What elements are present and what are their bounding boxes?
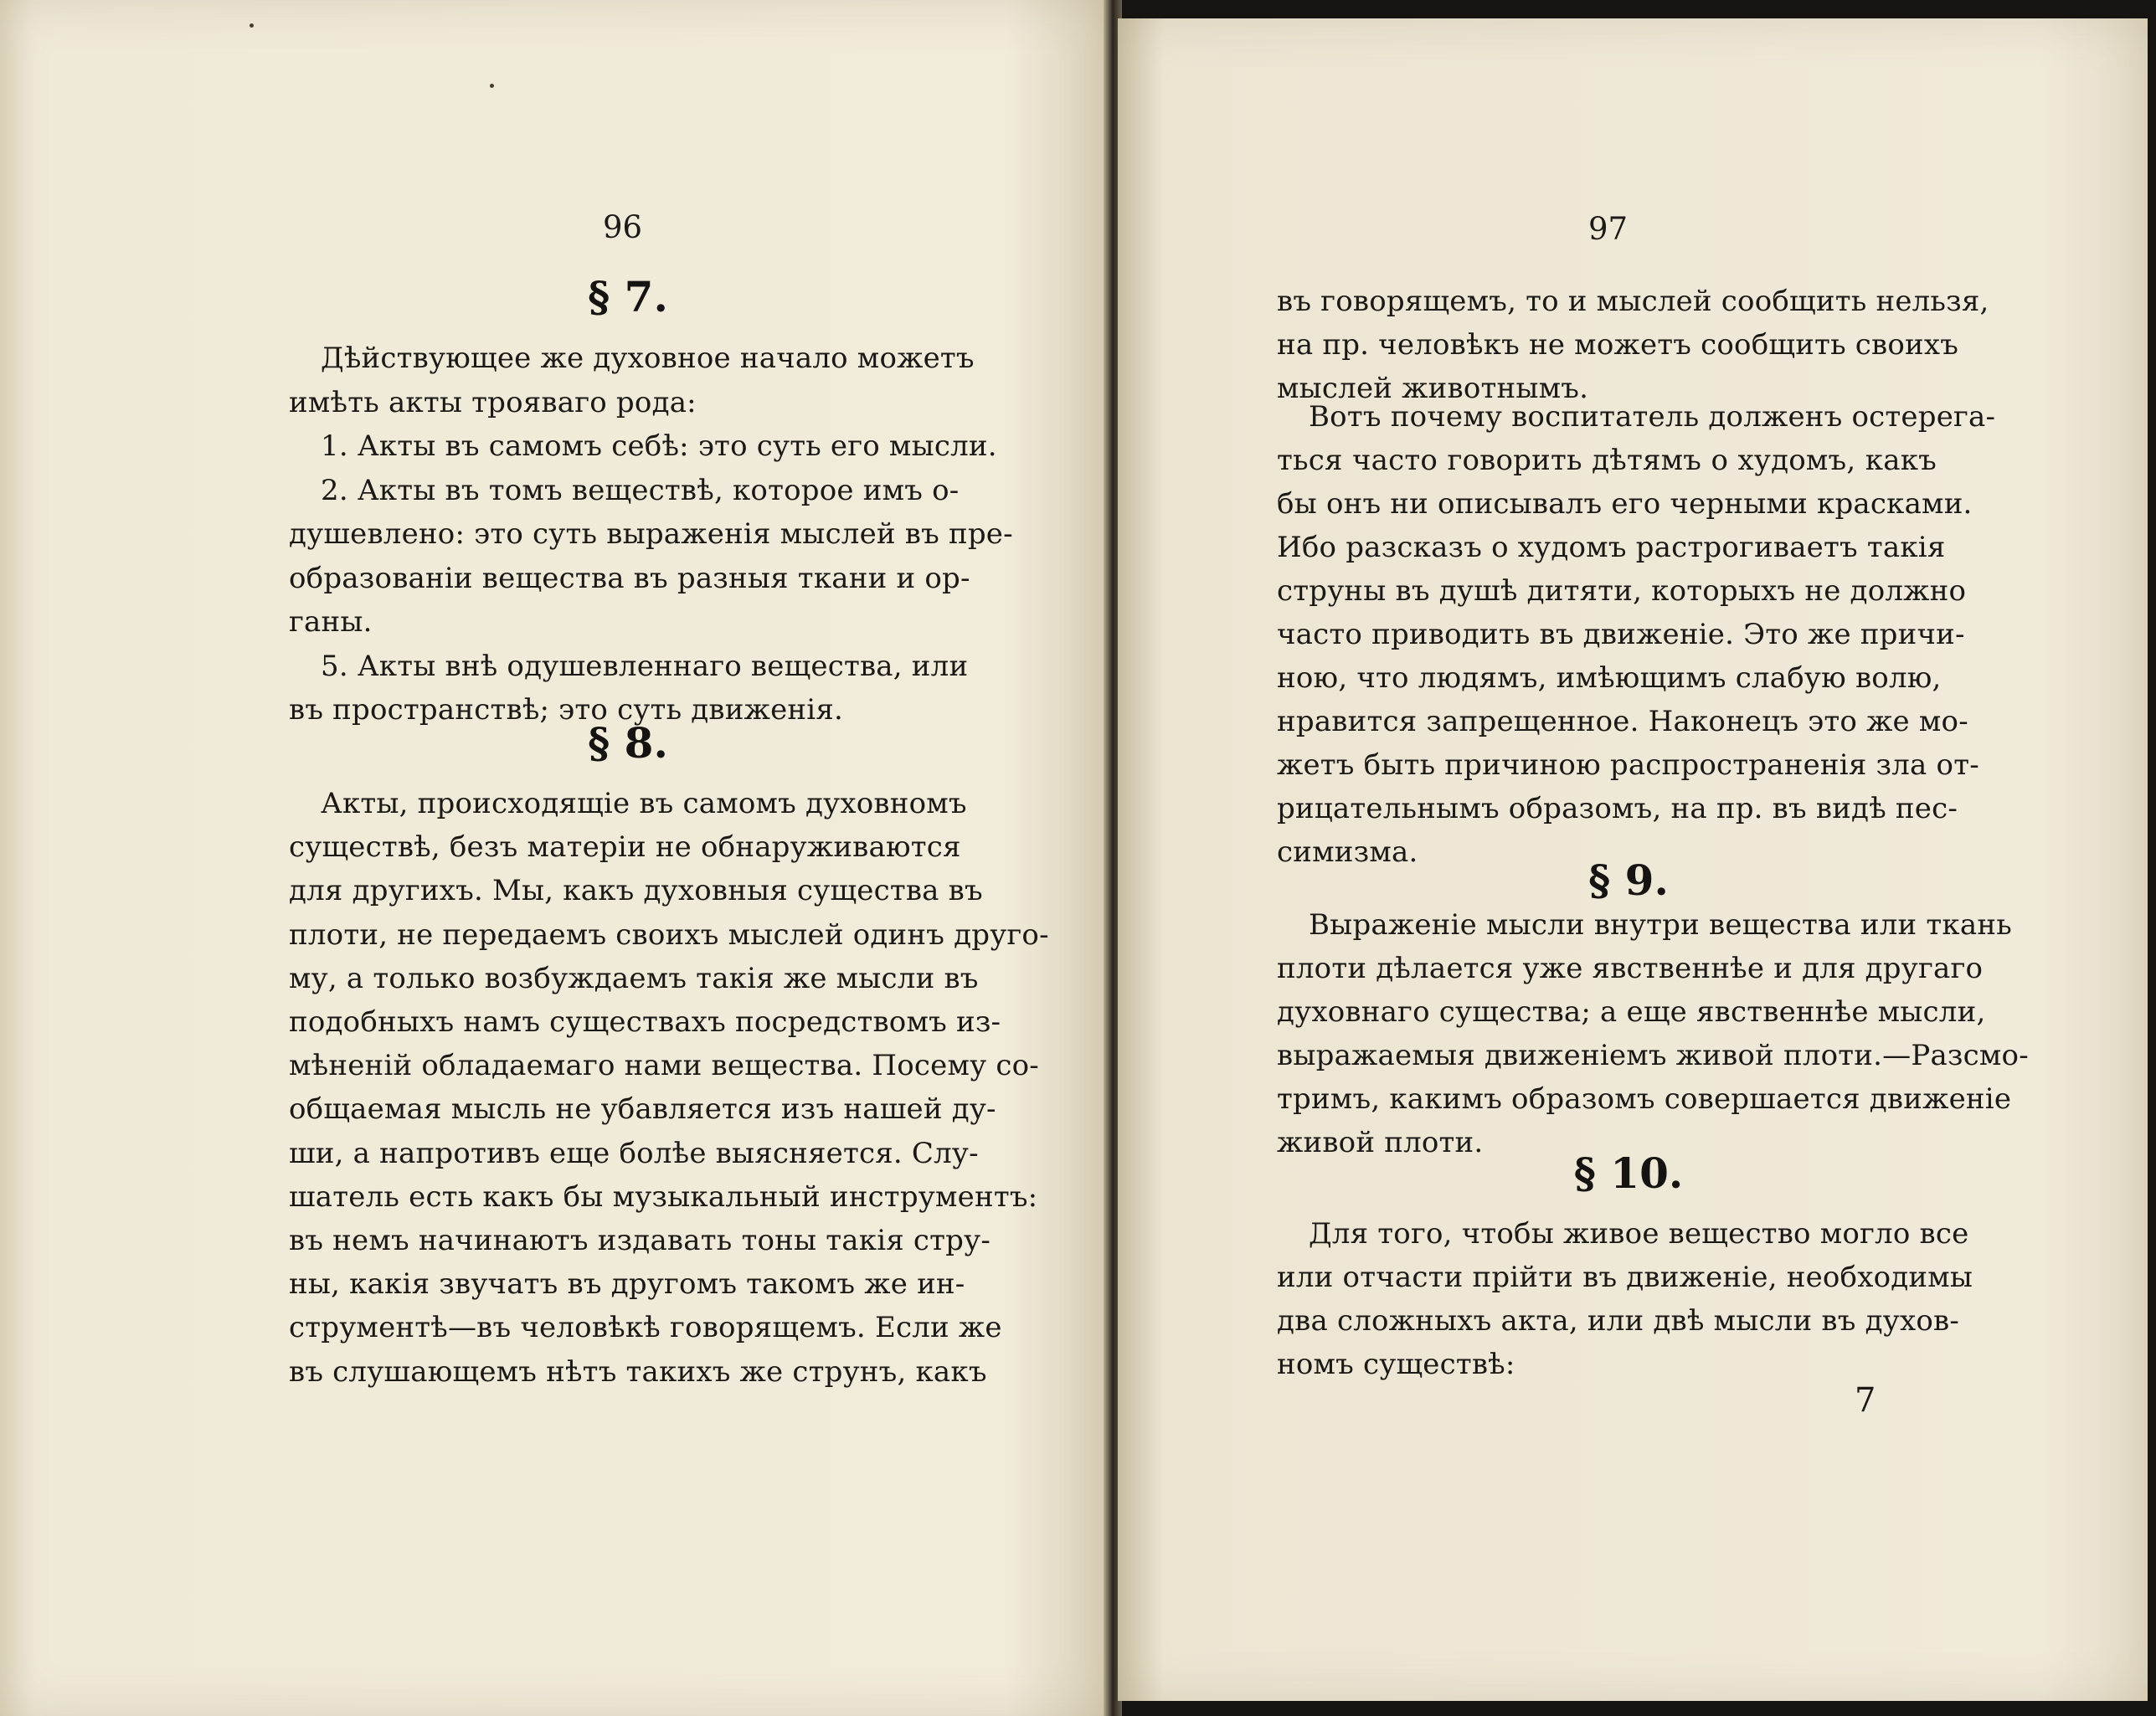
text-line: существѣ, безъ матеріи не обнаруживаются [289,830,961,865]
text-line: шатель есть какъ бы музыкальный инструментъ: [289,1179,1038,1214]
section-heading-10: § 10. [1573,1148,1684,1198]
signature-mark: 7 [1855,1381,1876,1420]
text-line: ться часто говорить дѣтямъ о худомъ, какъ [1277,444,1937,477]
text-line: Выраженіе мысли внутри вещества или ткань [1309,908,2012,942]
text-line: плоти дѣлается уже явственнѣе и для другаго [1277,952,1984,985]
paper-speck [490,84,494,88]
text-line: струментѣ—въ человѣкѣ говорящемъ. Если же [289,1311,1002,1345]
text-line: общаемая мысль не убавляется изъ нашей ду- [289,1092,996,1127]
text-line: рицательнымъ образомъ, на пр. въ видѣ пес- [1277,792,1958,825]
text-line: бы онъ ни описывалъ его черными красками. [1277,487,1973,521]
text-line: ною, что людямъ, имѣющимъ слабую волю, [1277,661,1942,695]
page-number: 97 [1588,211,1629,247]
text-line: Акты, происходящіе въ самомъ духовномъ [321,787,967,820]
text-line: нравится запрещенное. Наконецъ это же мо- [1277,705,1968,738]
text-line: въ немъ начинаютъ издавать тоны такія стру- [289,1224,991,1257]
text-line: 2. Акты въ томъ веществѣ, которое имъ о- [321,473,960,507]
text-line: Вотъ почему воспитатель долженъ остерега- [1309,400,1996,434]
text-line: ганы. [289,605,373,639]
text-line: ши, а напротивъ еще болѣе выясняется. Слу- [289,1136,979,1170]
text-line: выражаемыя движеніемъ живой плоти.—Разсмо- [1277,1039,2029,1072]
text-line: тримъ, какимъ образомъ совершается движеніе [1277,1082,2012,1116]
text-line: мыслей животнымъ. [1277,372,1589,405]
text-line: подобныхъ намъ существахъ посредствомъ из- [289,1005,1001,1039]
section-heading-7: § 7. [588,272,668,321]
text-line: духовнаго существа; а еще явственнѣе мысли, [1277,995,1986,1029]
text-line: или отчасти прійти въ движеніе, необходимы [1277,1261,1973,1294]
text-line: въ пространствѣ; это суть движенія. [289,693,844,727]
paper-speck [250,23,254,28]
text-line: въ слушающемъ нѣтъ такихъ же струнъ, какъ [289,1354,987,1389]
right-page [1118,18,2148,1701]
text-line: живой плоти. [1277,1126,1484,1159]
text-line: Дѣйствующее же духовное начало можетъ [321,342,975,375]
text-line: образованіи вещества въ разныя ткани и ор- [289,561,970,595]
text-line: на пр. человѣкъ не можетъ сообщить своихъ [1277,328,1959,362]
text-line: симизма. [1277,835,1418,869]
text-line: часто приводить въ движеніе. Это же причи- [1277,618,1965,651]
text-line: ны, какія звучатъ въ другомъ такомъ же ин- [289,1267,965,1302]
text-line: Для того, чтобы живое вещество могло все [1309,1217,1969,1251]
text-line: жетъ быть причиною распространенія зла от- [1277,748,1979,782]
text-line: два сложныхъ акта, или двѣ мысли въ духов- [1277,1304,1960,1338]
text-line: въ говорящемъ, то и мыслей сообщить нельзя, [1277,285,1989,318]
page-number: 96 [603,209,643,245]
text-line: плоти, не передаемъ своихъ мыслей одинъ друго- [289,917,1049,952]
section-heading-9: § 9. [1588,855,1669,905]
text-line: Ибо разсказъ о худомъ растрогиваетъ такія [1277,531,1946,564]
section-heading-8: § 8. [588,718,668,768]
text-line: имѣть акты трояваго рода: [289,385,697,419]
text-line: струны въ душѣ дитяти, которыхъ не должно [1277,574,1967,608]
text-line: мѣненій обладаемаго нами веществa. Посему со- [289,1049,1039,1083]
text-line: 1. Акты въ самомъ себѣ: это суть его мысли. [321,429,997,463]
text-line: душевлено: это суть выраженія мыслей въ пре- [289,517,1013,551]
text-line: му, а только возбуждаемъ такія же мысли въ [289,961,979,995]
text-line: номъ существѣ: [1277,1348,1515,1381]
text-line: для другихъ. Мы, какъ духовныя существа въ [289,874,983,908]
text-line: 5. Акты внѣ одушевленнаго вещества, или [321,649,969,683]
